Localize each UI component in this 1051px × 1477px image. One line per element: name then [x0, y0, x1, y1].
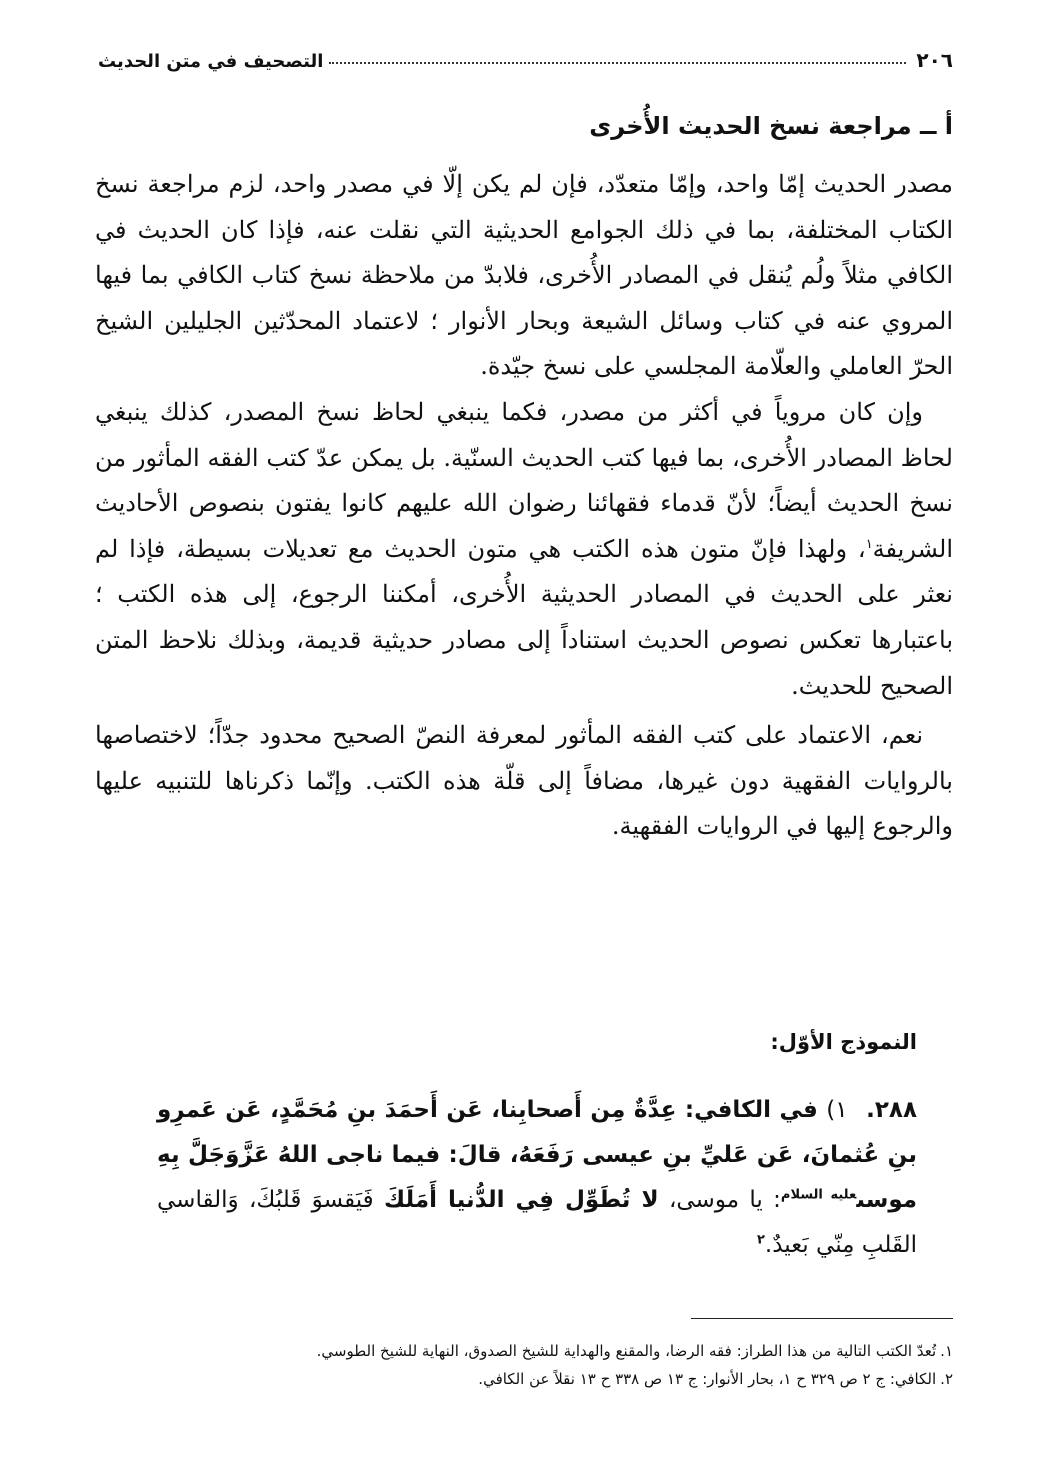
- paragraph-2-part-2: ، ولهذا فإنّ متون هذه الكتب هي متون الحديث مع تعديلات بسيطة، فإذا لم نعثر على الحديث في المصادر الحديثية الأُخرى، أمكننا الرجوع، إلى هذه الكتب ؛ باعتبارها تعكس نصوص الحديث استناداً إلى مصادر حديثية قديمة، وبذلك نلاحظ المتن الصحيح للحديث.: [95, 534, 953, 700]
- footnote-1-text: تُعدّ الكتب التالية من هذا الطراز: فقه الرضا، والمقنع والهداية للشيخ الصدوق، النهاية للشيخ الطوسي.: [316, 1342, 937, 1360]
- hadith-sub-number: ١): [826, 1097, 848, 1123]
- body-text: [95, 162, 953, 850]
- hadith-chain: في الكافي: عِدَّةٌ مِن أَصحابِنا، عَن أَحمَدَ بنِ مُحَمَّدٍ، عَن عَمرِو بنِ عُثمانَ، عَن عَليِّ بنِ عيسى رَفَعَهُ، قالَ: فيما ناجى اللهُ عَزَّوَجَلَّ بِهِ موسى: [157, 1097, 917, 1213]
- footnote-2-text: الكافي: ج ٢ ص ٣٢٩ ح ١، بحار الأنوار: ج ١٣ ص ٣٣٨ ح ١٣ نقلاً عن الكافي.: [478, 1370, 937, 1388]
- page-number: ٢٠٦: [916, 48, 953, 72]
- footnotes: [95, 1337, 953, 1393]
- header-dot-leader: [329, 61, 906, 64]
- hadith-text: [157, 1088, 917, 1268]
- paragraph-3: نعم، الاعتماد على كتب الفقه المأثور لمعرفة النصّ الصحيح محدود جدّاً؛ لاختصاصها بالروايات الفقهية دون غيرها، مضافاً إلى قلّة هذه الكتب. وإنّما ذكرناها للتنبيه عليها والرجوع إليها في الروايات الفقهية.: [95, 721, 953, 841]
- honorific-symbol: عليه السلام: [780, 1187, 857, 1203]
- running-header: [98, 38, 953, 72]
- hadith-address: : يا موسى،: [658, 1187, 781, 1213]
- paragraph-2: [95, 390, 953, 709]
- footnote-1-number: ١.: [940, 1342, 953, 1360]
- paragraph-2-part-1: وإن كان مروياً في أكثر من مصدر، فكما ينبغي لحاظ نسخ المصدر، كذلك ينبغي لحاظ المصادر الأُخرى، بما فيها كتب الحديث السنّية. بل يمكن عدّ كتب الفقه المأثور من نسخ الحديث أيضاً؛ لأنّ قدماء فقهائنا رضوان الله عليهم كانوا يفتون بنصوص الأحاديث الشريفة: [95, 397, 953, 563]
- footnote-separator: [691, 1318, 953, 1319]
- hadith-emphasis: لا تُطَوِّل فِي الدُّنيا أَمَلَكَ: [384, 1187, 659, 1213]
- hadith-number: ٢٨٨.: [866, 1097, 918, 1123]
- chapter-title: التصحيف في متن الحديث: [98, 51, 324, 72]
- footnote-reference-2[interactable]: ٢: [756, 1232, 765, 1248]
- example-heading: النموذج الأوّل:: [770, 1030, 917, 1054]
- paragraph-1: مصدر الحديث إمّا واحد، وإمّا متعدّد، فإن لم يكن إلّا في مصدر واحد، لزم مراجعة نسخ الكتاب المختلفة، بما في ذلك الجوامع الحديثية التي نقلت عنه، فإذا كان الحديث في الكافي مثلاً ولُم يُنقل في المصادر الأُخرى، فلابدّ من ملاحظة نسخ كتاب الكافي بما فيها المروي عنه في كتاب وسائل الشيعة وبحار الأنوار ؛ لاعتماد المحدّثين الجليلين الشيخ الحرّ العاملي والعلّامة المجلسي على نسخ جيّدة.: [95, 170, 953, 381]
- footnote-2: [95, 1365, 953, 1393]
- footnote-reference-1[interactable]: ١: [865, 536, 873, 552]
- footnote-1: [95, 1337, 953, 1365]
- footnote-2-number: ٢.: [940, 1370, 953, 1388]
- hadith-ending: فَيَقسوَ قَلبُكَ، وَالقاسي القَلبِ مِنّي بَعيدٌ.: [157, 1187, 917, 1258]
- section-heading: أ ــ مراجعة نسخ الحديث الأُخرى: [589, 112, 953, 140]
